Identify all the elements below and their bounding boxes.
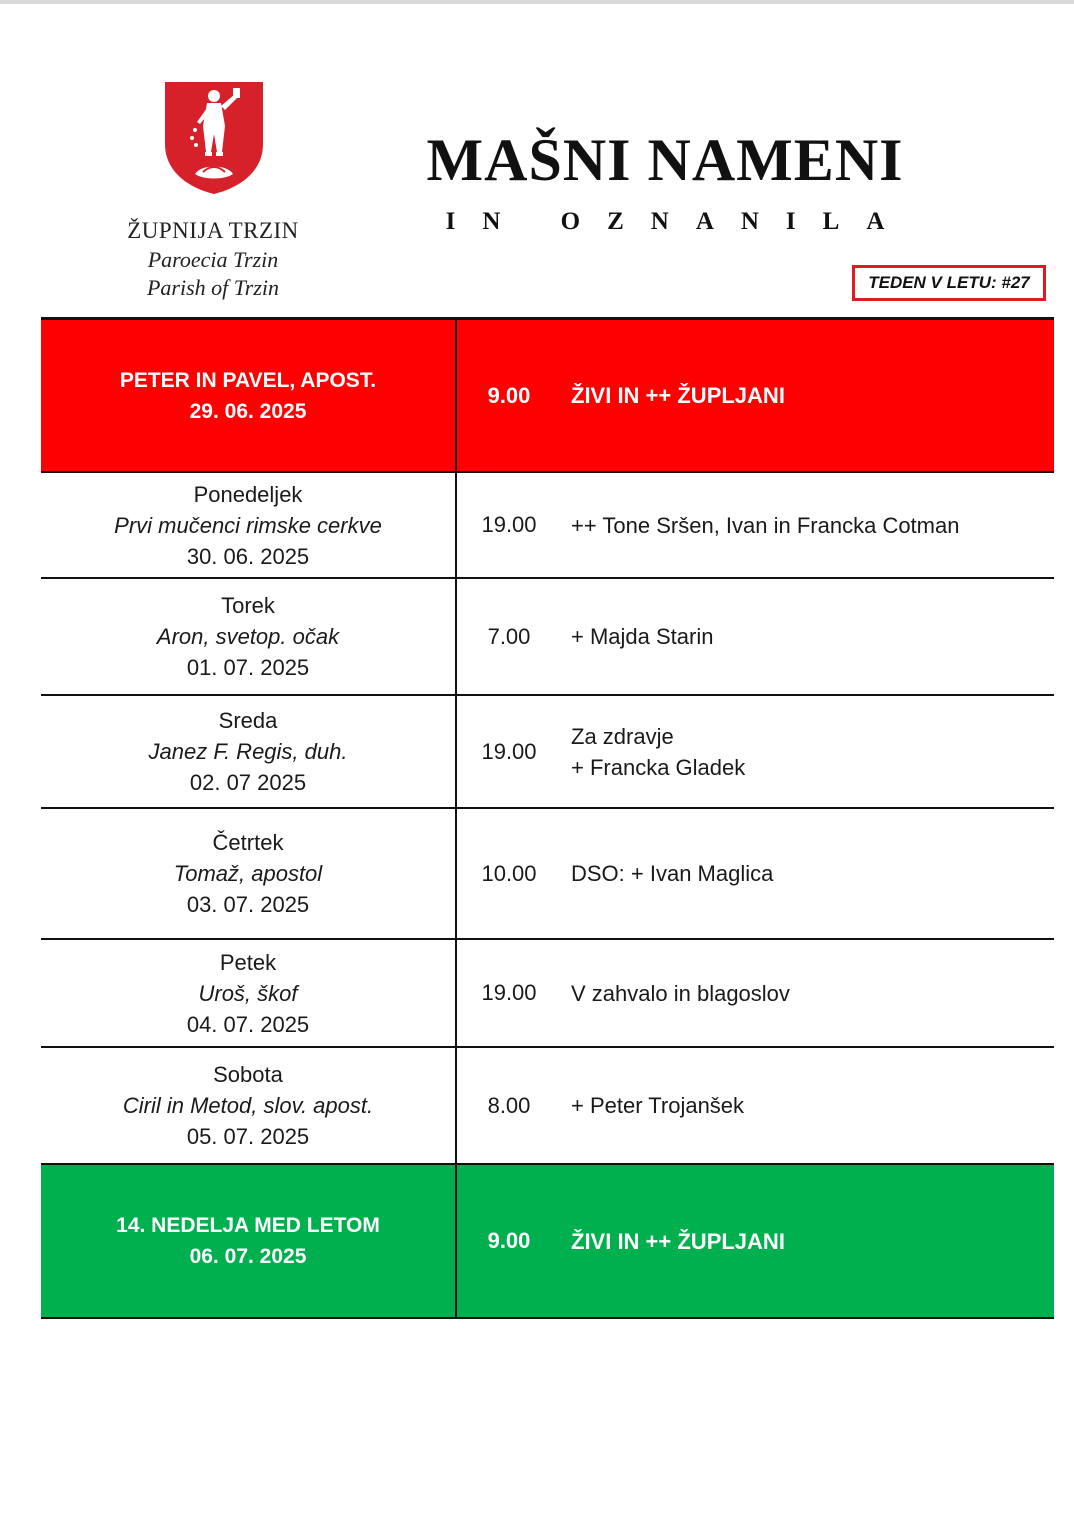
date: 04. 07. 2025 [186, 1011, 310, 1037]
parish-latin-name: Paroecia Trzin [147, 247, 279, 272]
table-row [41, 579, 1054, 696]
intention-cell [561, 809, 1054, 938]
day-cell [41, 1048, 457, 1163]
date: 30. 06. 2025 [186, 543, 310, 569]
date: 02. 07 2025 [189, 770, 307, 795]
table-row [41, 809, 1054, 940]
intention-cell [561, 696, 1054, 807]
table-row [41, 1048, 1054, 1165]
time: 9.00 [487, 1228, 531, 1253]
feast-name: PETER IN PAVEL, APOST. [119, 368, 377, 392]
date: 29. 06. 2025 [189, 399, 307, 423]
saint: Uroš, škof [198, 980, 298, 1006]
saint: Prvi mučenci rimske cerkve [114, 512, 382, 538]
intention-cell [561, 473, 1054, 577]
intention: DSO: + Ivan Maglica [571, 861, 774, 886]
time: 8.00 [487, 1092, 531, 1118]
saint: Ciril in Metod, slov. apost. [122, 1093, 374, 1118]
mass-intentions-table [41, 317, 1054, 1319]
feast-name: 14. NEDELJA MED LETOM [116, 1214, 380, 1237]
intention: ++ Tone Sršen, Ivan in Francka Cotman [571, 512, 960, 538]
table-row-sunday [41, 317, 1054, 473]
intention: + Peter Trojanšek [571, 1093, 745, 1118]
intention: Za zdravje [571, 723, 674, 749]
week-badge: TEDEN V LETU: #27 [852, 265, 1046, 301]
table-row [41, 473, 1054, 579]
time: 19.00 [481, 738, 537, 764]
intention-cell [561, 320, 1054, 471]
intention: ŽIVI IN ++ ŽUPLJANI [571, 1228, 785, 1254]
parish-english-name: Parish of Trzin [146, 275, 280, 300]
weekday: Petek [219, 949, 277, 975]
day-cell [41, 579, 457, 694]
saint: Aron, svetop. očak [156, 624, 340, 649]
weekday: Torek [221, 593, 275, 618]
table-row [41, 696, 1054, 809]
day-cell [41, 696, 457, 807]
date: 06. 07. 2025 [189, 1245, 307, 1268]
intention: + Majda Starin [571, 624, 714, 649]
parish-block [100, 216, 326, 302]
date: 05. 07. 2025 [186, 1124, 310, 1149]
intention: V zahvalo in blagoslov [571, 980, 790, 1006]
date: 03. 07. 2025 [186, 892, 310, 917]
saint: Tomaž, apostol [173, 861, 323, 886]
weekday: Sreda [218, 708, 278, 733]
day-cell [41, 320, 457, 471]
time: 19.00 [481, 980, 537, 1005]
page-title: MAŠNI NAMENI [426, 127, 904, 193]
weekday: Ponedeljek [193, 481, 303, 507]
top-border [0, 0, 1074, 4]
intention: ŽIVI IN ++ ŽUPLJANI [571, 383, 785, 408]
weekday: Sobota [213, 1062, 283, 1087]
table-row [41, 940, 1054, 1048]
parish-name: ŽUPNIJA TRZIN [127, 218, 299, 243]
day-cell [41, 809, 457, 938]
time: 19.00 [481, 512, 537, 537]
weekday: Četrtek [212, 830, 284, 855]
intention-cell [561, 940, 1054, 1046]
day-cell [41, 940, 457, 1046]
time: 10.00 [481, 860, 537, 886]
date: 01. 07. 2025 [186, 655, 310, 680]
day-cell [41, 473, 457, 577]
intention-cell [561, 1048, 1054, 1163]
intention-cell [561, 579, 1054, 694]
time: 9.00 [487, 382, 531, 408]
intention: + Francka Gladek [571, 754, 746, 780]
page-subtitle: IN OZNANILA [445, 208, 912, 235]
intention-cell [561, 1165, 1054, 1317]
saint: Janez F. Regis, duh. [148, 739, 348, 764]
day-cell [41, 1165, 457, 1317]
parish-crest-icon [165, 82, 263, 194]
time: 7.00 [487, 623, 531, 649]
table-row-sunday [41, 1165, 1054, 1319]
